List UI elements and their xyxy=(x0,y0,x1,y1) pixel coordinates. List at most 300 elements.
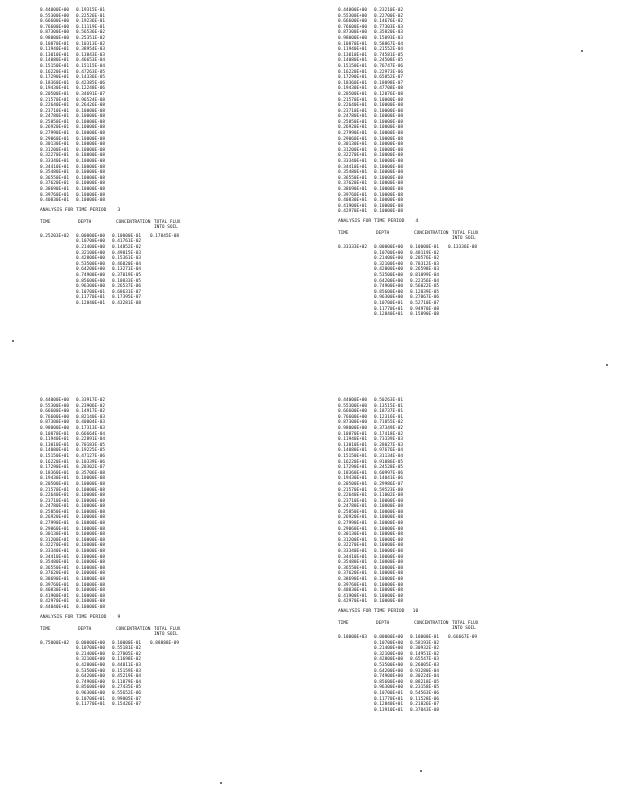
header-time: TIME xyxy=(338,620,349,626)
concentration-cell: 0.55652E-06 xyxy=(112,690,142,696)
depth-cell: 0.98000E+00 xyxy=(40,425,70,431)
depth-cell: 0.27990E+01 xyxy=(40,521,70,527)
depth-cell: 0.32100E+00 xyxy=(76,657,106,663)
depth-cell: 0.98000E+00 xyxy=(40,35,70,41)
concentration-cell: 0.10000E-08 xyxy=(374,198,404,204)
concentration-cell: 0.88218E-05 xyxy=(410,679,440,685)
concentration-cell: 0.11698E-02 xyxy=(112,657,142,663)
depth-cell: 0.15150E+01 xyxy=(338,453,368,459)
depth-cell: 0.21570E+01 xyxy=(338,97,368,103)
concentration-cell: 0.10000E-08 xyxy=(76,192,106,198)
concentration-cell: 0.10000E-08 xyxy=(374,97,404,103)
depth-cell: 0.19430E+01 xyxy=(40,476,70,482)
concentration-cell: 0.94970E-08 xyxy=(410,306,440,312)
concentration-cell: 0.10000E-08 xyxy=(76,543,106,549)
concentration-cell: 0.96524E-08 xyxy=(76,97,106,103)
depth-cell: 0.23710E+01 xyxy=(338,498,368,504)
concentration-cell: 0.10000E-08 xyxy=(76,593,106,599)
depth-cell: 0.18360E+01 xyxy=(40,470,70,476)
depth-cell: 0.16220E+01 xyxy=(338,69,368,75)
depth-cell: 0.13010E+01 xyxy=(338,442,368,448)
concentration-cell: 0.18098E-07 xyxy=(374,80,404,86)
depth-cell: 0.36550E+01 xyxy=(338,175,368,181)
concentration-cell: 0.15115E-04 xyxy=(76,63,106,69)
concentration-cell: 0.10000E-08 xyxy=(374,515,404,521)
concentration-cell: 0.10000E-08 xyxy=(76,164,106,170)
depth-cell: 0.33340E+01 xyxy=(338,549,368,555)
concentration-cell: 0.10000E-08 xyxy=(374,164,404,170)
header-flux-subtitle: INTO SOIL xyxy=(452,626,476,632)
depth-cell: 0.20500E+01 xyxy=(40,481,70,487)
depth-cell: 0.21400E+00 xyxy=(374,256,404,262)
flux-cell xyxy=(150,702,186,708)
depth-cell: 0.36550E+01 xyxy=(40,175,70,181)
depth-cell: 0.41900E+01 xyxy=(40,593,70,599)
depth-cell: 0.32270E+01 xyxy=(338,543,368,549)
concentration-cell: 0.10000E-08 xyxy=(374,498,404,504)
depth-cell: 0.32270E+01 xyxy=(40,543,70,549)
depth-cell: 0.22640E+01 xyxy=(40,103,70,109)
depth-cell: 0.42970E+01 xyxy=(338,599,368,605)
depth-cell: 0.42970E+01 xyxy=(40,599,70,605)
concentration-cell: 0.10000E-08 xyxy=(76,582,106,588)
depth-cell: 0.25850E+01 xyxy=(40,119,70,125)
depth-cell: 0.21570E+01 xyxy=(40,97,70,103)
profile-row xyxy=(40,605,300,611)
depth-cell: 0.19430E+01 xyxy=(40,86,70,92)
depth-cell: 0.31200E+01 xyxy=(338,147,368,153)
concentration-cell: 0.10000E-08 xyxy=(374,571,404,577)
depth-cell: 0.29060E+01 xyxy=(338,136,368,142)
concentration-cell: 0.37019E-05 xyxy=(112,272,142,278)
concentration-cell: 0.10000E-08 xyxy=(76,577,106,582)
concentration-cell: 0.10000E-08 xyxy=(374,142,404,148)
concentration-cell: 0.26426E-08 xyxy=(76,103,106,109)
concentration-cell: 0.10033E-05 xyxy=(112,278,142,284)
concentration-cell: 0.10000E-08 xyxy=(76,599,106,605)
depth-cell: 0.66600E+00 xyxy=(338,19,368,25)
concentration-cell: 0.23906E-02 xyxy=(76,403,106,409)
depth-cell: 0.16220E+01 xyxy=(40,459,70,465)
concentration-cell: 0.41761E-02 xyxy=(112,239,142,245)
depth-cell: 0.30130E+01 xyxy=(40,532,70,538)
flux-cell: 0.17845E-08 xyxy=(150,233,180,239)
concentration-cell: 0.10000E-08 xyxy=(76,537,106,543)
concentration-cell: 0.12316E-01 xyxy=(374,414,404,420)
concentration-cell: 0.71855E-02 xyxy=(374,420,404,426)
concentration-cell: 0.10000E-08 xyxy=(374,203,404,209)
concentration-cell: 0.25351E-02 xyxy=(76,35,106,41)
header-flux-subtitle: INTO SOIL xyxy=(452,236,476,242)
concentration-cell: 0.10000E-08 xyxy=(76,509,106,515)
depth-cell: 0.96300E+00 xyxy=(76,284,106,290)
concentration-cell: 0.33917E-02 xyxy=(76,398,106,403)
concentration-cell: 0.10000E-08 xyxy=(374,537,404,543)
period-table xyxy=(338,635,598,713)
concentration-cell: 0.12076E-08 xyxy=(374,91,404,97)
concentration-cell: 0.34691E-07 xyxy=(76,91,106,97)
concentration-cell: 0.30932E-02 xyxy=(410,646,440,652)
concentration-cell: 0.10000E-01 xyxy=(112,640,142,646)
concentration-cell: 0.10000E-08 xyxy=(374,532,404,538)
concentration-cell: 0.27435E-05 xyxy=(112,685,142,691)
concentration-cell: 0.68631E-07 xyxy=(112,289,142,295)
depth-cell: 0.34410E+01 xyxy=(338,164,368,170)
depth-cell: 0.32100E+00 xyxy=(76,250,106,256)
depth-cell: 0.23710E+01 xyxy=(338,108,368,114)
depth-cell: 0.74900E+00 xyxy=(76,272,106,278)
concentration-cell: 0.10000E-01 xyxy=(410,634,440,640)
period-row xyxy=(338,312,598,318)
concentration-cell: 0.17395E-07 xyxy=(112,295,142,301)
depth-cell: 0.25850E+01 xyxy=(338,509,368,515)
depth-cell: 0.85600E+00 xyxy=(76,278,106,284)
concentration-cell: 0.10000E-08 xyxy=(76,170,106,176)
depth-cell: 0.10700E+01 xyxy=(374,690,404,696)
concentration-cell: 0.10000E-08 xyxy=(76,142,106,148)
depth-cell: 0.40830E+01 xyxy=(338,198,368,204)
concentration-cell: 0.10000E-08 xyxy=(76,532,106,538)
depth-cell: 0.00000E+00 xyxy=(374,244,404,250)
depth-cell: 0.11940E+01 xyxy=(338,437,368,443)
concentration-cell: 0.10000E-08 xyxy=(76,493,106,499)
concentration-cell: 0.93280E-04 xyxy=(410,668,440,674)
depth-cell: 0.96300E+00 xyxy=(76,690,106,696)
concentration-cell: 0.10000E-08 xyxy=(374,187,404,192)
depth-cell: 0.74900E+00 xyxy=(374,674,404,680)
concentration-cell: 0.10000E-08 xyxy=(76,521,106,527)
concentration-cell: 0.10000E-08 xyxy=(76,554,106,560)
depth-cell: 0.24780E+01 xyxy=(338,504,368,510)
depth-cell: 0.32270E+01 xyxy=(338,153,368,159)
depth-cell: 0.17290E+01 xyxy=(338,75,368,81)
concentration-cell: 0.10000E-08 xyxy=(76,114,106,120)
depth-cell: 0.10870E+01 xyxy=(338,41,368,47)
concentration-cell: 0.10000E-08 xyxy=(76,487,106,493)
depth-cell: 0.24780E+01 xyxy=(338,114,368,120)
depth-cell: 0.38690E+01 xyxy=(338,187,368,192)
concentration-cell: 0.10000E-08 xyxy=(374,131,404,137)
depth-cell: 0.37620E+01 xyxy=(40,571,70,577)
depth-cell: 0.12840E+01 xyxy=(76,300,106,306)
concentration-cell: 0.54563E-06 xyxy=(410,690,440,696)
concentration-cell: 0.10000E-08 xyxy=(374,549,404,555)
concentration-cell: 0.58867E-04 xyxy=(374,41,404,47)
depth-cell: 0.12840E+01 xyxy=(374,702,404,708)
depth-cell: 0.30130E+01 xyxy=(338,532,368,538)
depth-cell: 0.39760E+01 xyxy=(338,582,368,588)
depth-cell: 0.96300E+00 xyxy=(374,685,404,691)
depth-cell: 0.44000E+00 xyxy=(338,8,368,13)
flux-cell: 0.88888E-09 xyxy=(150,640,180,646)
concentration-cell: 0.10000E-08 xyxy=(374,526,404,532)
depth-cell: 0.30130E+01 xyxy=(338,142,368,148)
depth-cell: 0.55300E+00 xyxy=(338,13,368,19)
depth-cell: 0.32100E+00 xyxy=(374,651,404,657)
concentration-cell: 0.55181E-02 xyxy=(112,646,142,652)
depth-cell: 0.10700E+01 xyxy=(374,300,404,306)
depth-cell: 0.98000E+00 xyxy=(338,425,368,431)
depth-cell: 0.18360E+01 xyxy=(338,470,368,476)
depth-cell: 0.10700E+00 xyxy=(374,250,404,256)
concentration-cell: 0.27067E-06 xyxy=(410,295,440,301)
depth-cell: 0.32100E+00 xyxy=(374,261,404,267)
concentration-cell: 0.56536E-02 xyxy=(76,30,106,36)
column-headers xyxy=(40,220,300,231)
concentration-cell: 0.13515E-01 xyxy=(374,403,404,409)
concentration-cell: 0.22526E-01 xyxy=(76,13,106,19)
concentration-cell: 0.46020E-04 xyxy=(112,261,142,267)
header-depth: DEPTH xyxy=(78,626,92,632)
depth-cell: 0.10700E+01 xyxy=(76,696,106,702)
concentration-cell: 0.48119E-02 xyxy=(410,250,440,256)
time-cell: 0.33333E+02 xyxy=(338,244,368,250)
depth-cell: 0.15150E+01 xyxy=(40,63,70,69)
depth-cell: 0.15150E+01 xyxy=(40,453,70,459)
concentration-cell: 0.10000E-08 xyxy=(76,481,106,487)
depth-cell: 0.13010E+01 xyxy=(40,52,70,58)
concentration-cell: 0.37349E-02 xyxy=(374,425,404,431)
analysis-heading: ANALYSIS FOR TIME PERIOD 10 xyxy=(338,608,419,614)
depth-cell: 0.76600E+00 xyxy=(338,414,368,420)
depth-cell: 0.42970E+01 xyxy=(338,209,368,215)
concentration-cell: 0.10000E-08 xyxy=(374,582,404,588)
concentration-cell: 0.10000E-08 xyxy=(76,498,106,504)
concentration-cell: 0.10000E-08 xyxy=(374,599,404,605)
header-total-flux-label: TOTAL FLUX xyxy=(452,230,479,236)
concentration-cell: 0.10000E-08 xyxy=(76,108,106,114)
depth-cell: 0.21570E+01 xyxy=(338,487,368,493)
period-row xyxy=(40,301,300,307)
concentration-cell: 0.47263E-05 xyxy=(76,69,106,75)
depth-cell: 0.34410E+01 xyxy=(40,164,70,170)
concentration-cell: 0.56022E-05 xyxy=(410,284,440,290)
concentration-cell: 0.82140E-03 xyxy=(76,414,106,420)
concentration-cell: 0.10000E-08 xyxy=(76,526,106,532)
concentration-cell: 0.24508E-05 xyxy=(374,58,404,64)
depth-cell: 0.17290E+01 xyxy=(40,75,70,81)
concentration-cell: 0.10000E-08 xyxy=(76,131,106,137)
depth-cell: 0.13010E+01 xyxy=(40,442,70,448)
depth-cell: 0.22640E+01 xyxy=(338,103,368,109)
concentration-cell: 0.15361E-03 xyxy=(112,256,142,262)
depth-cell: 0.64200E+00 xyxy=(76,267,106,273)
depth-cell: 0.42800E+00 xyxy=(374,657,404,663)
depth-cell: 0.33340E+01 xyxy=(338,159,368,165)
scan-speck xyxy=(220,782,222,784)
concentration-cell: 0.10000E-08 xyxy=(76,159,106,165)
depth-cell: 0.33340E+01 xyxy=(40,549,70,555)
time-cell xyxy=(338,708,374,714)
depth-cell: 0.10700E+00 xyxy=(76,646,106,652)
concentration-cell: 0.22891E-04 xyxy=(76,437,106,443)
concentration-cell: 0.10000E-08 xyxy=(374,159,404,165)
depth-cell: 0.15150E+01 xyxy=(338,63,368,69)
header-concentration: CONCENTRATION xyxy=(414,230,449,236)
concentration-cell: 0.10000E-08 xyxy=(374,565,404,571)
scan-speck xyxy=(420,770,422,772)
period-row xyxy=(40,702,300,708)
concentration-cell: 0.10000E-08 xyxy=(374,119,404,125)
header-total-flux-label: TOTAL FLUX xyxy=(154,626,181,632)
header-total-flux-label: TOTAL FLUX xyxy=(154,219,181,225)
depth-cell: 0.40830E+01 xyxy=(40,588,70,594)
depth-cell: 0.87300E+00 xyxy=(338,420,368,426)
depth-cell: 0.40830E+01 xyxy=(338,588,368,594)
depth-cell: 0.27990E+01 xyxy=(338,521,368,527)
concentration-cell: 0.15093E-03 xyxy=(374,35,404,41)
depth-cell: 0.21400E+00 xyxy=(76,244,106,250)
concentration-cell: 0.19315E-01 xyxy=(76,8,106,13)
period-row xyxy=(338,708,598,714)
depth-cell: 0.42800E+00 xyxy=(76,662,106,668)
depth-cell: 0.19430E+01 xyxy=(338,476,368,482)
concentration-cell: 0.11002E-08 xyxy=(374,493,404,499)
concentration-cell: 0.10000E-08 xyxy=(374,181,404,187)
profile-table xyxy=(40,398,300,611)
depth-cell: 0.42800E+00 xyxy=(374,267,404,273)
concentration-cell: 0.17418E-02 xyxy=(374,431,404,437)
depth-cell: 0.31200E+01 xyxy=(40,537,70,543)
depth-cell: 0.25850E+01 xyxy=(40,509,70,515)
depth-cell: 0.87300E+00 xyxy=(40,420,70,426)
concentration-cell: 0.70183E-05 xyxy=(76,442,106,448)
concentration-cell: 0.35706E-08 xyxy=(76,470,106,476)
concentration-cell: 0.10000E-08 xyxy=(374,577,404,582)
depth-cell: 0.13010E+01 xyxy=(338,52,368,58)
concentration-cell: 0.47127E-06 xyxy=(76,453,106,459)
depth-cell: 0.76600E+00 xyxy=(40,24,70,30)
concentration-cell: 0.10000E-08 xyxy=(374,192,404,198)
time-cell: 0.25203E+02 xyxy=(40,233,70,239)
depth-cell: 0.37620E+01 xyxy=(338,181,368,187)
column-headers xyxy=(40,627,300,638)
depth-cell: 0.17290E+01 xyxy=(338,465,368,471)
depth-cell: 0.00000E+00 xyxy=(76,233,106,239)
depth-cell: 0.10700E+01 xyxy=(76,289,106,295)
column-headers xyxy=(338,621,598,632)
flux-cell: 0.13336E-08 xyxy=(448,244,478,250)
depth-cell: 0.14080E+01 xyxy=(338,448,368,454)
depth-cell: 0.20500E+01 xyxy=(338,481,368,487)
depth-cell: 0.21570E+01 xyxy=(40,487,70,493)
concentration-cell: 0.13271E-04 xyxy=(112,267,142,273)
depth-cell: 0.13910E+01 xyxy=(374,707,404,713)
concentration-cell: 0.60997E-06 xyxy=(374,470,404,476)
time-cell: 0.10000E+03 xyxy=(338,634,368,640)
concentration-cell: 0.10000E-08 xyxy=(374,103,404,109)
depth-cell: 0.10870E+01 xyxy=(338,431,368,437)
concentration-cell: 0.47708E-08 xyxy=(374,86,404,92)
concentration-cell: 0.59523E-08 xyxy=(374,487,404,493)
depth-cell: 0.44000E+00 xyxy=(338,398,368,403)
depth-cell: 0.12840E+01 xyxy=(374,312,404,318)
scan-speck xyxy=(581,50,583,52)
profile-row xyxy=(338,599,598,605)
concentration-cell: 0.10000E-08 xyxy=(76,175,106,181)
concentration-cell: 0.10000E-08 xyxy=(76,504,106,510)
depth-cell: 0.98000E+00 xyxy=(338,35,368,41)
header-total-flux xyxy=(154,220,188,231)
depth-cell: 0.10870E+01 xyxy=(40,41,70,47)
depth-cell: 0.11770E+01 xyxy=(76,295,106,301)
concentration-cell: 0.22356E-04 xyxy=(410,278,440,284)
time-cell xyxy=(338,312,374,318)
header-total-flux xyxy=(452,231,486,242)
header-flux-subtitle: INTO SOIL xyxy=(154,225,178,231)
depth-cell: 0.29060E+01 xyxy=(338,526,368,532)
depth-cell: 0.39760E+01 xyxy=(40,582,70,588)
header-depth: DEPTH xyxy=(376,620,390,626)
depth-cell: 0.10700E+00 xyxy=(374,640,404,646)
concentration-cell: 0.14951E-02 xyxy=(410,651,440,657)
depth-cell: 0.36550E+01 xyxy=(338,565,368,571)
concentration-cell: 0.23158E-05 xyxy=(410,685,440,691)
concentration-cell: 0.12839E-05 xyxy=(410,289,440,295)
depth-cell: 0.74900E+00 xyxy=(374,284,404,290)
depth-cell: 0.31200E+01 xyxy=(40,147,70,153)
concentration-cell: 0.13843E-03 xyxy=(76,52,106,58)
concentration-cell: 0.10000E-08 xyxy=(76,136,106,142)
concentration-cell: 0.14917E-02 xyxy=(76,409,106,415)
depth-cell: 0.74900E+00 xyxy=(76,679,106,685)
depth-cell: 0.23710E+01 xyxy=(40,108,70,114)
concentration-cell: 0.58193E-02 xyxy=(410,640,440,646)
printout-section-1 xyxy=(40,8,300,307)
depth-cell: 0.53500E+00 xyxy=(374,662,404,668)
concentration-cell: 0.22700E-02 xyxy=(374,13,404,19)
profile-row xyxy=(40,198,300,204)
header-depth: DEPTH xyxy=(78,219,92,225)
concentration-cell: 0.10000E-08 xyxy=(76,560,106,566)
depth-cell: 0.55300E+00 xyxy=(338,403,368,409)
concentration-cell: 0.42385E-06 xyxy=(76,80,106,86)
analysis-heading: ANALYSIS FOR TIME PERIOD 3 xyxy=(40,207,121,213)
depth-cell: 0.36550E+01 xyxy=(40,565,70,571)
flux-cell xyxy=(448,708,484,714)
concentration-cell: 0.10000E-08 xyxy=(76,187,106,192)
depth-cell: 0.37620E+01 xyxy=(338,571,368,577)
concentration-cell: 0.38954E-03 xyxy=(76,47,106,53)
depth-cell: 0.26920E+01 xyxy=(40,515,70,521)
depth-cell: 0.66600E+00 xyxy=(40,409,70,415)
concentration-cell: 0.10000E-08 xyxy=(374,509,404,515)
depth-cell: 0.39760E+01 xyxy=(40,192,70,198)
depth-cell: 0.32270E+01 xyxy=(40,153,70,159)
profile-table xyxy=(338,398,598,605)
concentration-cell: 0.10000E-08 xyxy=(374,504,404,510)
concentration-cell: 0.10000E-08 xyxy=(374,125,404,131)
concentration-cell: 0.10000E-01 xyxy=(112,233,142,239)
period-table xyxy=(40,641,300,708)
depth-cell: 0.25850E+01 xyxy=(338,119,368,125)
depth-cell: 0.34410E+01 xyxy=(40,554,70,560)
depth-cell: 0.66600E+00 xyxy=(338,409,368,415)
depth-cell: 0.85600E+00 xyxy=(76,685,106,691)
depth-cell: 0.44040E+01 xyxy=(40,604,70,610)
concentration-cell: 0.65852E-07 xyxy=(374,75,404,81)
depth-cell: 0.35480E+01 xyxy=(338,560,368,566)
depth-cell: 0.29060E+01 xyxy=(40,526,70,532)
concentration-cell: 0.11879E-04 xyxy=(112,679,142,685)
concentration-cell: 0.76747E-06 xyxy=(374,63,404,69)
concentration-cell: 0.10000E-08 xyxy=(374,108,404,114)
depth-cell: 0.41900E+01 xyxy=(338,203,368,209)
profile-table xyxy=(338,8,598,215)
concentration-cell: 0.37043E-08 xyxy=(410,707,440,713)
concentration-cell: 0.46653E-04 xyxy=(76,58,106,64)
flux-cell xyxy=(150,301,186,307)
